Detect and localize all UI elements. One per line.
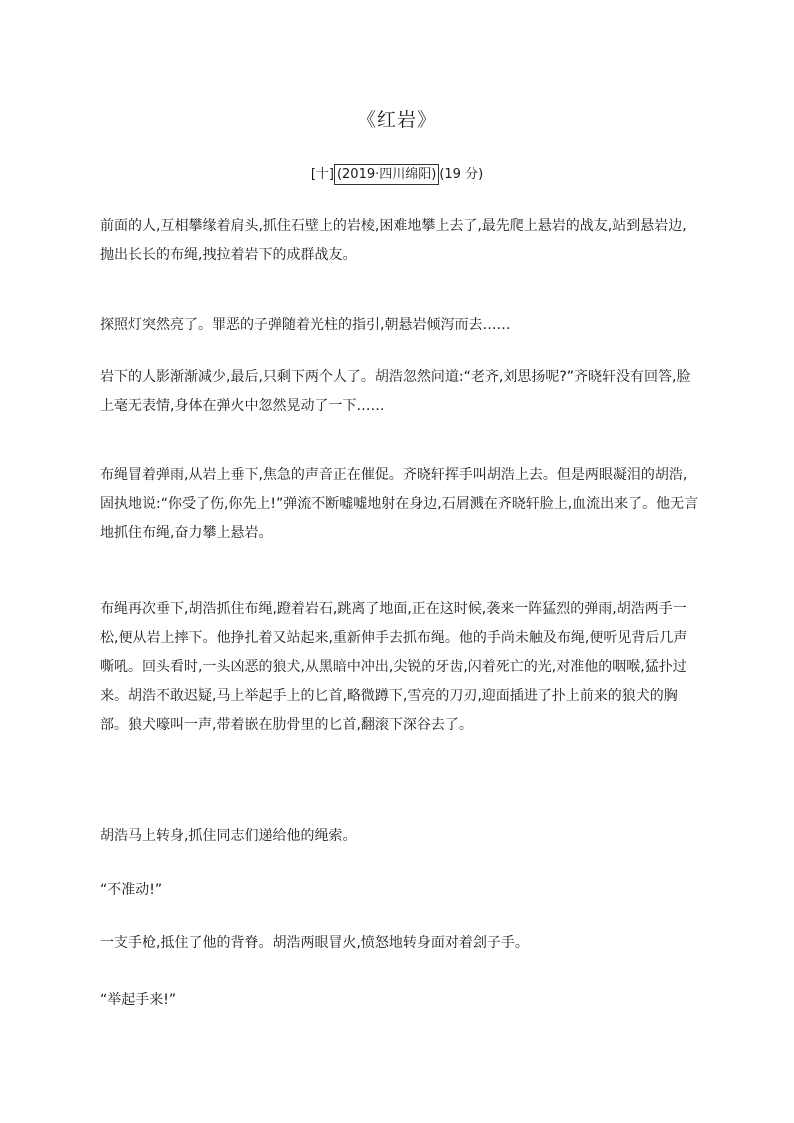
paragraph-2: 探照灯突然亮了。罪恶的子弹随着光柱的指引,朝悬岩倾泻而去……	[100, 317, 511, 333]
paragraph-1: 前面的人,互相攀缘着肩头,抓住石壁上的岩棱,困难地攀上去了,最先爬上悬岩的战友,站到悬岩边,抛出长长的布绳,拽拉着岩下的成群战友。	[100, 218, 687, 263]
score-label: (19 分)	[439, 167, 484, 182]
paragraph-5: 布绳再次垂下,胡浩抓住布绳,蹬着岩石,跳离了地面,正在这时候,袭来一阵猛烈的弹雨,胡浩两手一松,便从岩上摔下。他挣扎着又站起来,重新伸手去抓布绳。他的手尚未触及布绳,便听见背后几声嘶吼。回头看时,一头凶恶的狼犬,从黑暗中冲出,尖锐的牙齿,闪着死亡的光,对准他的咽喉,猛扑过来。胡浩不敢迟疑,马上举起手上的匕首,略微蹲下,雪亮的刀刃,迎面插进了扑上前来的狼犬的胸部。狼犬嚎叫一声,带着嵌在肋骨里的匕首,翻滚下深谷去了。	[100, 601, 688, 733]
source-box: (2019·四川绵阳)	[334, 164, 439, 185]
source-line	[0, 163, 794, 185]
paragraph-6: 胡浩马上转身,抓住同志们递给他的绳索。	[100, 828, 357, 844]
paragraph-7: “不准动!”	[100, 882, 163, 898]
document-title: 《红岩》	[356, 109, 437, 131]
paragraph-4: 布绳冒着弹雨,从岩上垂下,焦急的声音正在催促。齐晓轩挥手叫胡浩上去。但是两眼凝泪的胡浩,固执地说:“你受了伤,你先上!”弹流不断嘘嘘地射在身边,石屑溅在齐晓轩脸上,血流出来了。他无言地抓住布绳,奋力攀上悬岩。	[100, 467, 699, 541]
paragraph-3: 岩下的人影渐渐减少,最后,只剩下两个人了。胡浩忽然问道:“老齐,刘思扬呢?”齐晓轩没有回答,脸上毫无表情,身体在弹火中忽然晃动了一下……	[100, 369, 691, 414]
paragraph-9: “举起手来!”	[100, 992, 177, 1008]
paragraph-8: 一支手枪,抵住了他的背脊。胡浩两眼冒火,愤怒地转身面对着刽子手。	[100, 935, 529, 951]
question-number: [十]	[310, 167, 334, 182]
